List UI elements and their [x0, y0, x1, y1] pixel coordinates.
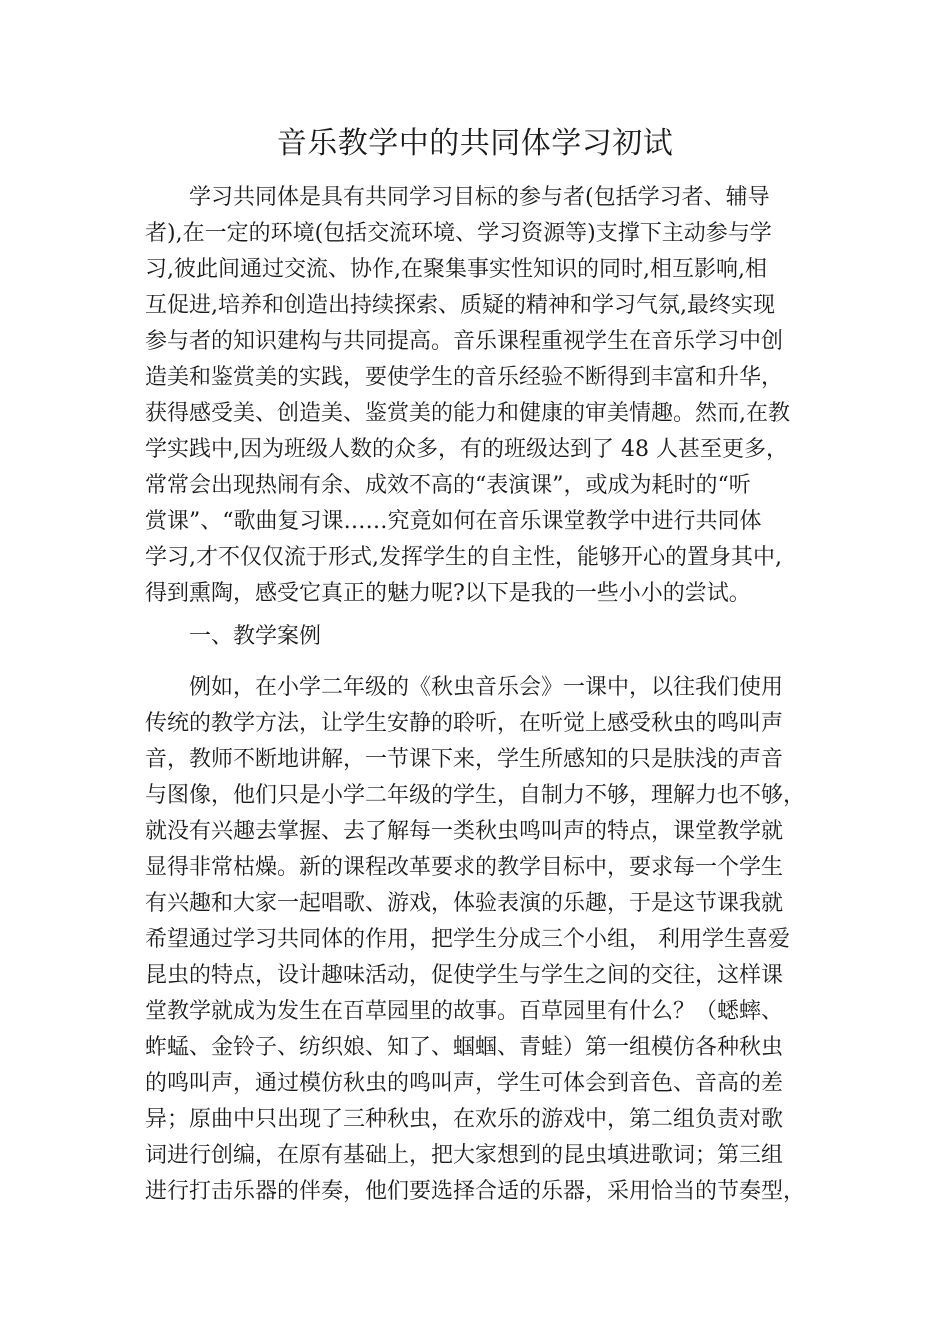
paragraph-line: 进行打击乐器的伴奏，他们要选择合适的乐器，采用恰当的节奏型， [145, 1179, 806, 1204]
paragraph-line: 互促进,培养和创造出持续探索、质疑的精神和学习气氛,最终实现 [145, 293, 775, 318]
paragraph-line: 就没有兴趣去掌握、去了解每一类秋虫鸣叫声的特点，课堂教学就 [145, 819, 784, 844]
paragraph-line: 者),在一定的环境(包括交流环境、学习资源等)支撑下主动参与学 [145, 221, 772, 246]
paragraph-line: 造美和鉴赏美的实践，要使学生的音乐经验不断得到丰富和升华， [145, 365, 784, 390]
paragraph-line: 参与者的知识建构与共同提高。音乐课程重视学生在音乐学习中创 [145, 329, 784, 354]
paragraph-line: 学习,才不仅仅流于形式,发挥学生的自主性，能够开心的置身其中, [145, 545, 782, 570]
paragraph-line: 希望通过学习共同体的作用，把学生分成三个小组， 利用学生喜爱 [145, 927, 790, 952]
paragraph-line: 学习共同体是具有共同学习目标的参与者(包括学习者、辅导 [189, 185, 770, 210]
section-heading: 一、教学案例 [189, 624, 322, 649]
paragraph-line: 常常会出现热闹有余、成效不高的“表演课”，或成为耗时的“听 [145, 473, 751, 498]
paragraph-line: 例如，在小学二年级的《秋虫音乐会》一课中，以往我们使用 [189, 675, 784, 700]
paragraph-line: 有兴趣和大家一起唱歌、游戏，体验表演的乐趣，于是这节课我就 [145, 891, 784, 916]
page-title: 音乐教学中的共同体学习初试 [276, 126, 674, 161]
paragraph-line: 昆虫的特点，设计趣味活动，促使学生与学生之间的交往，这样课 [145, 963, 784, 988]
paragraph-line: 词进行创编，在原有基础上，把大家想到的昆虫填进歌词；第三组 [145, 1143, 784, 1168]
paragraph-line: 显得非常枯燥。新的课程改革要求的教学目标中，要求每一个学生 [145, 855, 784, 880]
paragraph-line: 习,彼此间通过交流、协作,在聚集事实性知识的同时,相互影响,相 [145, 257, 767, 282]
paragraph-line: 音，教师不断地讲解，一节课下来，学生所感知的只是肤浅的声音 [145, 747, 784, 772]
paragraph-line: 赏课”、“歌曲复习课……究竟如何在音乐课堂教学中进行共同体 [145, 509, 762, 534]
paragraph-line: 与图像，他们只是小学二年级的学生，自制力不够，理解力也不够， [145, 783, 806, 808]
paragraph-line: 蚱蜢、金铃子、纺织娘、知了、蝈蝈、青蛙）第一组模仿各种秋虫 [145, 1035, 784, 1060]
paragraph-line: 得到熏陶，感受它真正的魅力呢?以下是我的一些小小的尝试。 [145, 581, 751, 606]
paragraph-line: 获得感受美、创造美、鉴赏美的能力和健康的审美情趣。然而,在教 [145, 401, 790, 426]
paragraph-line: 堂教学就成为发生在百草园里的故事。百草园里有什么？（蟋蟀、 [145, 999, 784, 1024]
paragraph-line: 学实践中,因为班级人数的众多，有的班级达到了 48 人甚至更多， [145, 437, 788, 462]
paragraph-line: 的鸣叫声，通过模仿秋虫的鸣叫声，学生可体会到音色、音高的差 [145, 1071, 784, 1096]
paragraph-line: 传统的教学方法，让学生安静的聆听，在听觉上感受秋虫的鸣叫声 [145, 711, 784, 736]
paragraph-line: 异；原曲中只出现了三种秋虫，在欢乐的游戏中，第二组负责对歌 [145, 1107, 784, 1132]
